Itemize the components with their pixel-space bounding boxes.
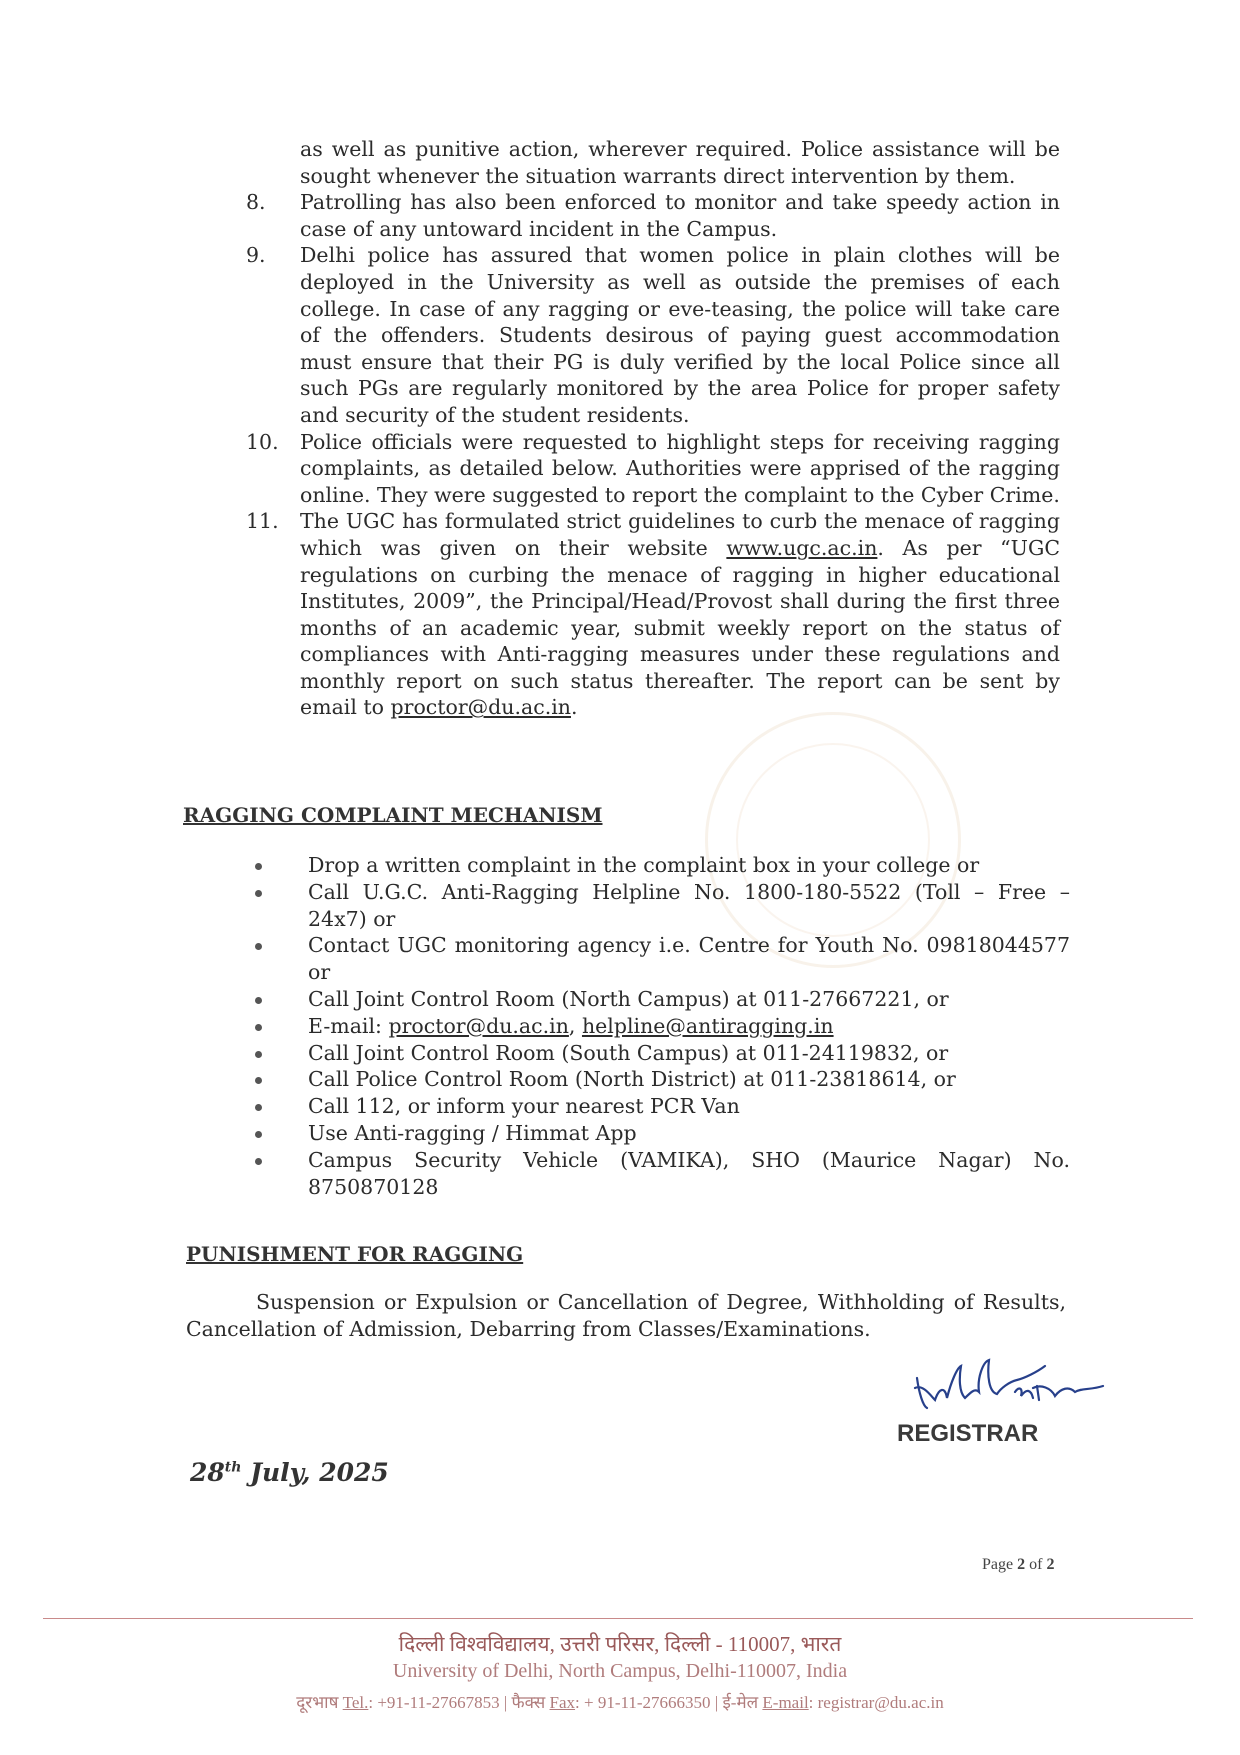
list-item — [250, 879, 1070, 933]
footer-contact — [0, 1690, 1240, 1713]
complaint-list — [250, 852, 1070, 1200]
page-label: Page — [982, 1556, 1018, 1573]
tel-hindi-label: दूरभाष — [296, 1693, 343, 1712]
page-current: 2 — [1017, 1556, 1026, 1573]
page-total: 2 — [1046, 1556, 1055, 1573]
ugc-website-link[interactable]: www.ugc.ac.in — [726, 535, 878, 560]
list-item — [250, 852, 1070, 879]
list-item — [240, 189, 1060, 242]
date-rest: July, 2025 — [241, 1458, 389, 1487]
list-item — [240, 429, 1060, 509]
punishment-text: Suspension or Expulsion or Cancellation of Degree, Withholding of Results, Cancellation of Admission, Debarring from Classes/Examinations. — [186, 1290, 1066, 1341]
handwritten-signature — [905, 1348, 1125, 1418]
item-text: Call 112, or inform your nearest PCR Van — [308, 1094, 740, 1119]
item-text: Call Police Control Room (North District) at 011-23818614, or — [308, 1067, 956, 1092]
item-text: Patrolling has also been enforced to monitor and take speedy action in case of any untoward incident in the Campus. — [300, 190, 1060, 241]
list-item — [250, 1040, 1070, 1067]
item-number: 11. — [246, 509, 279, 534]
list-item — [240, 136, 1060, 189]
bullet-icon — [255, 997, 262, 1004]
item-text: . As per “UGC regulations on curbing the menace of ragging in higher educational Institutes, 2009”, the Principal/Head/Provost shall during the first three months of an academic year, submit weekly report on the status of compliances with Anti-ragging measures under these regulations and monthly report on such status thereafter. The report can be sent by email to — [300, 535, 1061, 720]
complaint-mechanism-heading: RAGGING COMPLAINT MECHANISM — [183, 803, 603, 827]
email-value: : registrar@du.ac.in — [808, 1693, 944, 1712]
list-item — [250, 1120, 1070, 1147]
item-number: 9. — [246, 243, 266, 268]
bullet-icon — [255, 1104, 262, 1111]
item-text: Campus Security Vehicle (VAMIKA), SHO (Maurice Nagar) No. 8750870128 — [308, 1147, 1070, 1199]
bullet-icon — [255, 1131, 262, 1138]
item-number: 10. — [246, 429, 279, 454]
fax-hindi-label: फैक्स — [511, 1693, 550, 1712]
list-item — [250, 1147, 1070, 1201]
bullet-icon — [255, 1024, 262, 1031]
fax-value: : + 91-11-27666350 | — [575, 1693, 723, 1712]
fax-label: Fax — [549, 1693, 576, 1712]
item-text: Drop a written complaint in the complaint box in your college or — [308, 853, 980, 877]
list-item — [250, 932, 1070, 986]
bullet-icon — [255, 1077, 262, 1084]
email-label: E-mail — [762, 1693, 809, 1712]
list-item — [240, 242, 1060, 428]
item-text: Call Joint Control Room (South Campus) at 011-24119832, or — [308, 1040, 949, 1065]
item-text: , — [568, 1013, 582, 1038]
date-suffix: th — [224, 1459, 242, 1476]
list-item — [250, 1093, 1070, 1120]
date-day: 28 — [190, 1458, 225, 1487]
page-of: of — [1025, 1556, 1047, 1573]
helpline-email-link[interactable]: helpline@antiragging.in — [581, 1013, 834, 1038]
tel-value: : +91-11-27667853 | — [368, 1693, 512, 1712]
page-number — [982, 1556, 1054, 1574]
bullet-icon — [255, 1158, 262, 1165]
numbered-list — [240, 136, 1060, 721]
item-text: The UGC has formulated strict guidelines to curb the menace of ragging which was given on their website — [300, 509, 1060, 560]
item-number: 8. — [246, 190, 266, 215]
bullet-icon — [255, 943, 262, 950]
footer-divider — [43, 1618, 1193, 1619]
signatory-title: REGISTRAR — [897, 1420, 1039, 1447]
footer-hindi-address: दिल्ली विश्वविद्यालय, उत्तरी परिसर, दिल्ली - 110007, भारत — [398, 1632, 842, 1656]
bullet-icon — [255, 890, 262, 897]
punishment-heading: PUNISHMENT FOR RAGGING — [186, 1242, 524, 1266]
list-item — [250, 1013, 1070, 1040]
item-text: Delhi police has assured that women police in plain clothes will be deployed in the University as well as outside the premises of each college. In case of any ragging or eve-teasing, the police will take care of the offenders. Students desirous of paying guest accommodation must ensure that their PG is duly verified by the local Police since all such PGs are regularly monitored by the area Police for proper safety and security of the student residents. — [300, 243, 1060, 427]
item-text: . — [570, 695, 578, 720]
item-text: Use Anti-ragging / Himmat App — [308, 1120, 637, 1145]
item-text: E-mail: — [308, 1013, 389, 1038]
item-text: Call U.G.C. Anti-Ragging Helpline No. 1800-180-5522 (Toll – Free – 24x7) or — [308, 879, 1070, 931]
bullet-icon — [255, 863, 262, 870]
proctor-email-link[interactable]: proctor@du.ac.in — [390, 695, 571, 720]
item-text: Contact UGC monitoring agency i.e. Centre for Youth No. 09818044577 or — [308, 933, 1070, 985]
tel-label: Tel. — [342, 1693, 369, 1712]
proctor-email-link[interactable]: proctor@du.ac.in — [388, 1013, 569, 1038]
item-text: Call Joint Control Room (North Campus) at 011-27667221, or — [308, 986, 949, 1011]
email-hindi-label: ई-मेल — [722, 1693, 763, 1712]
list-item — [250, 986, 1070, 1013]
list-item — [250, 1066, 1070, 1093]
bullet-icon — [255, 1051, 262, 1058]
item-text: as well as punitive action, wherever required. Police assistance will be sought whenever the situation warrants direct intervention by them. — [300, 137, 1060, 188]
item-text: Police officials were requested to highlight steps for receiving ragging complaints, as detailed below. Authorities were apprised of the ragging online. They were suggested to report the complaint to the Cyber Crime. — [300, 429, 1060, 507]
document-date — [190, 1458, 389, 1487]
footer-english-address: University of Delhi, North Campus, Delhi-110007, India — [392, 1660, 848, 1682]
list-item — [240, 508, 1060, 721]
